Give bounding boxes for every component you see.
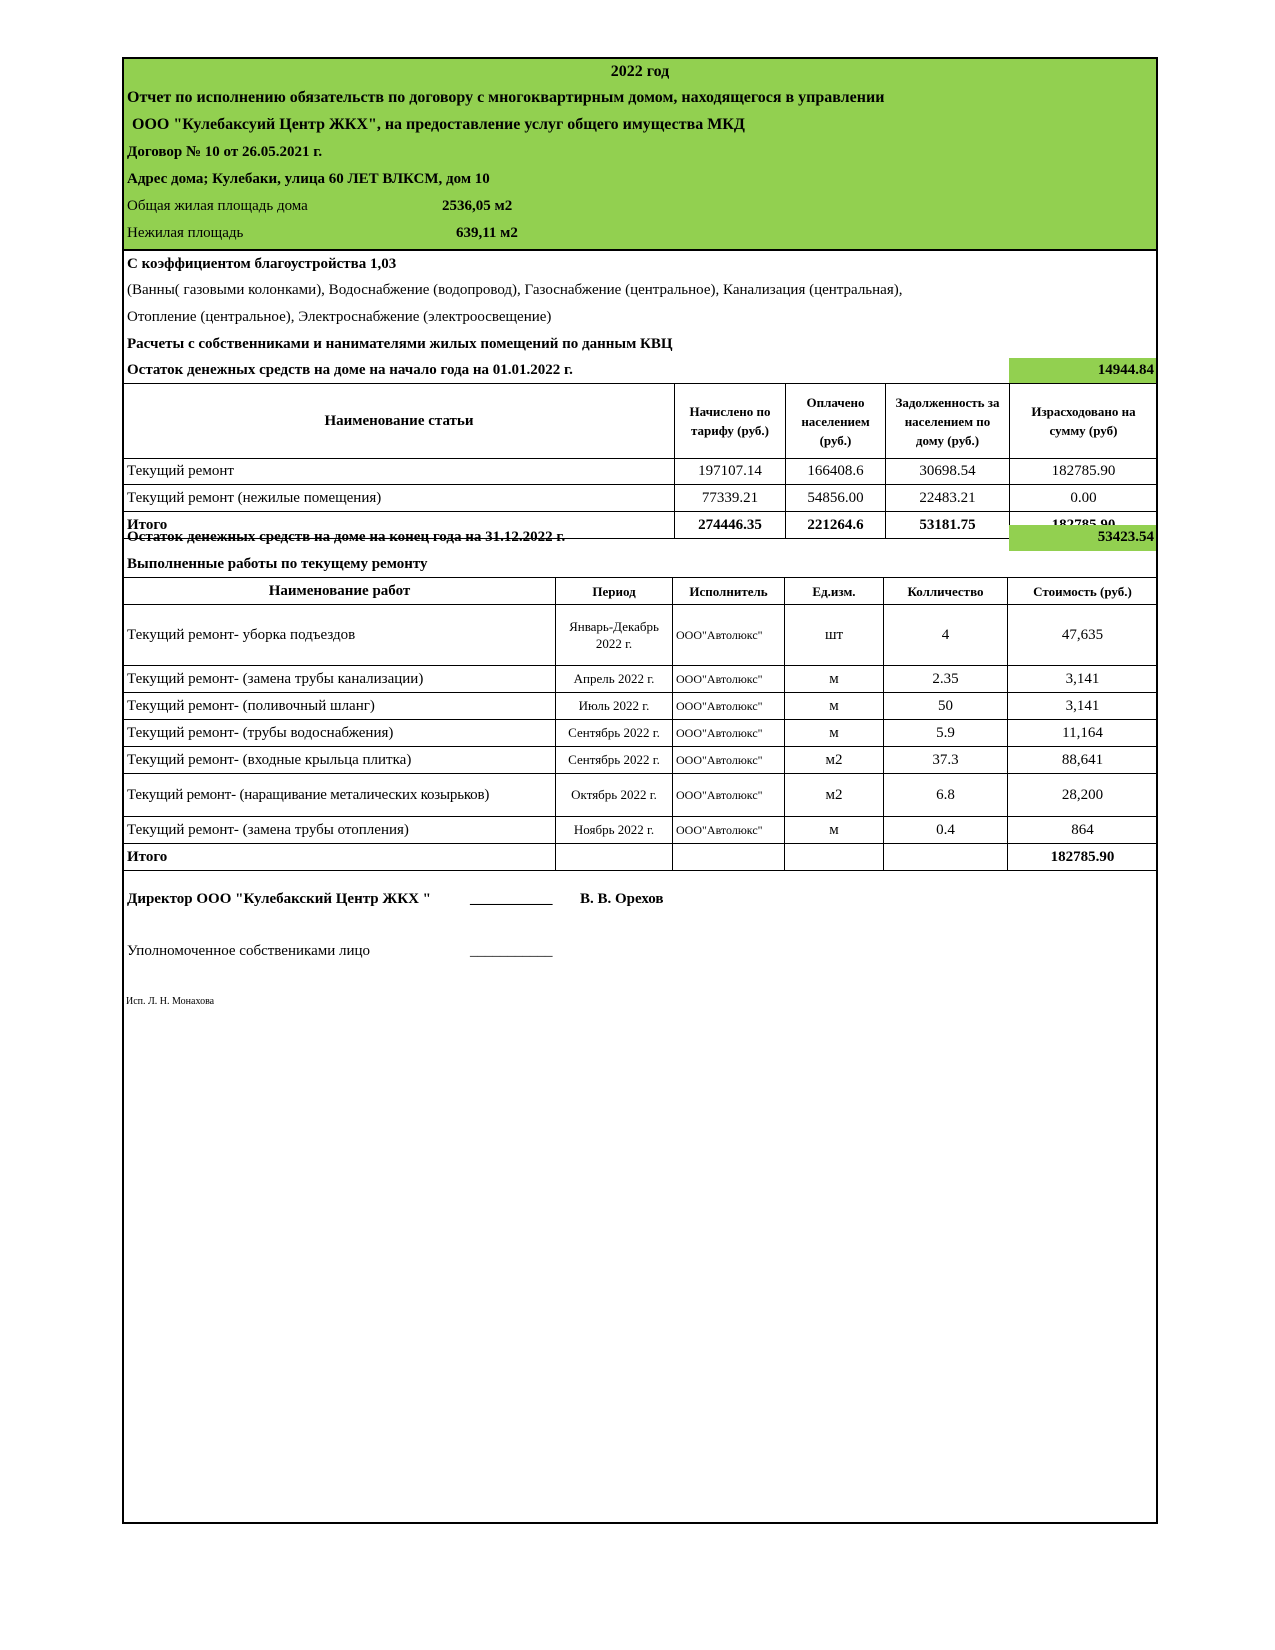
work-cost: 11,164 [1008,720,1158,747]
spent-value: 182785.90 [1010,459,1158,485]
balance-end-value: 53423.54 [1097,529,1154,545]
work-cost: 47,635 [1008,605,1158,666]
contract-info: Договор № 10 от 26.05.2021 г. [127,144,323,160]
balance-end-highlight [1009,525,1156,551]
empty-cell [884,844,1008,871]
work-cost: 864 [1008,817,1158,844]
works-total-label: Итого [124,844,556,871]
work-unit: м [785,720,884,747]
work-unit: шт [785,605,884,666]
col-period: Период [556,578,673,605]
work-name: Текущий ремонт- (замена трубы отопления) [124,817,556,844]
settlements-text: Расчеты с собственниками и нанимателями жилых помещений по данным КВЦ [127,336,673,352]
work-cost: 3,141 [1008,693,1158,720]
work-cost: 3,141 [1008,666,1158,693]
charged-value: 197107.14 [675,459,786,485]
report-header [124,59,1156,251]
work-name: Текущий ремонт- (замена трубы канализации) [124,666,556,693]
empty-cell [785,844,884,871]
balance-start-highlight [1009,358,1156,384]
col-debt: Задолженность за населением по дому (руб.) [886,384,1010,459]
amenities-line1: (Ванны( газовыми колонками), Водоснабжение (водопровод), Газоснабжение (центральное), Канализация (центральная), [127,282,903,298]
paid-value: 166408.6 [786,459,886,485]
paid-value: 54856.00 [786,485,886,512]
total-paid: 221264.6 [786,512,886,539]
work-qty: 5.9 [884,720,1008,747]
director-label: Директор ООО "Кулебакский Центр ЖКХ " [127,891,431,907]
report-year: 2022 год [610,63,670,80]
table-row [124,774,1158,817]
work-cost: 88,641 [1008,747,1158,774]
work-contractor: ООО"Автолюкс" [673,666,785,693]
work-period: Ноябрь 2022 г. [556,817,673,844]
item-name: Текущий ремонт [124,459,675,485]
balance-start-value: 14944.84 [1097,362,1154,378]
works-table [123,577,1158,871]
works-total-cost: 182785.90 [1008,844,1158,871]
work-name: Текущий ремонт- (входные крыльца плитка) [124,747,556,774]
debt-value: 30698.54 [886,459,1010,485]
balance-end-label: Остаток денежных средств на доме на конец года на 31.12.2022 г. [127,529,566,545]
living-area-label: Общая жилая площадь дома [127,198,308,214]
table-row [124,817,1158,844]
nonliving-area-value: 639,11 м2 [456,225,518,241]
work-qty: 0.4 [884,817,1008,844]
work-qty: 6.8 [884,774,1008,817]
col-paid: Оплачено населением (руб.) [786,384,886,459]
work-period: Сентябрь 2022 г. [556,747,673,774]
charged-value: 77339.21 [675,485,786,512]
col-qty: Колличество [884,578,1008,605]
work-contractor: ООО"Автолюкс" [673,774,785,817]
work-period: Сентябрь 2022 г. [556,720,673,747]
total-charged: 274446.35 [675,512,786,539]
total-debt: 53181.75 [886,512,1010,539]
accruals-table [123,383,1158,539]
report-title-line1: Отчет по исполнению обязательств по договору с многоквартирным домом, находящегося в управлении [127,89,885,106]
works-title: Выполненные работы по текущему ремонту [127,556,428,572]
col-cost: Стоимость (руб.) [1008,578,1158,605]
work-period: Октябрь 2022 г. [556,774,673,817]
col-spent: Израсходовано на сумму (руб) [1010,384,1158,459]
works-header-row [124,578,1158,605]
work-qty: 2.35 [884,666,1008,693]
work-name: Текущий ремонт- (поливочный шланг) [124,693,556,720]
debt-value: 22483.21 [886,485,1010,512]
director-signature-line: ___________ [470,891,553,907]
living-area-value: 2536,05 м2 [442,198,513,214]
work-name: Текущий ремонт- (наращивание металических козырьков) [124,774,556,817]
work-contractor: ООО"Автолюкс" [673,720,785,747]
empty-cell [673,844,785,871]
work-unit: м2 [785,747,884,774]
table-row [124,485,1158,512]
nonliving-area-label: Нежилая площадь [127,225,244,241]
work-contractor: ООО"Автолюкс" [673,747,785,774]
work-contractor: ООО"Автолюкс" [673,693,785,720]
table-row [124,605,1158,666]
works-total-row [124,844,1158,871]
owner-rep-signature-line: ___________ [470,943,553,959]
col-charged: Начислено по тарифу (руб.) [675,384,786,459]
work-period: Апрель 2022 г. [556,666,673,693]
spent-value: 0.00 [1010,485,1158,512]
work-qty: 50 [884,693,1008,720]
work-qty: 37.3 [884,747,1008,774]
table-row [124,693,1158,720]
work-cost: 28,200 [1008,774,1158,817]
house-address: Адрес дома; Кулебаки, улица 60 ЛЕТ ВЛКСМ, дом 10 [127,171,490,187]
table-row [124,747,1158,774]
item-name: Текущий ремонт (нежилые помещения) [124,485,675,512]
balance-start-label: Остаток денежных средств на доме на начало года на 01.01.2022 г. [127,362,573,378]
work-name: Текущий ремонт- уборка подъездов [124,605,556,666]
col-contractor: Исполнитель [673,578,785,605]
work-contractor: ООО"Автолюкс" [673,817,785,844]
accruals-header-row [124,384,1158,459]
table-row [124,666,1158,693]
coefficient-text: С коэффициентом благоустройства 1,03 [127,256,397,272]
work-qty: 4 [884,605,1008,666]
work-period: Январь-Декабрь 2022 г. [556,605,673,666]
empty-cell [556,844,673,871]
col-unit: Ед.изм. [785,578,884,605]
work-name: Текущий ремонт- (трубы водоснабжения) [124,720,556,747]
executor-note: Исп. Л. Н. Монахова [126,996,215,1007]
director-name: В. В. Орехов [580,891,664,907]
report-sheet [122,57,1158,1524]
work-unit: м [785,666,884,693]
work-contractor: ООО"Автолюкс" [673,605,785,666]
total-label: Итого [124,512,675,539]
col-item-name: Наименование статьи [124,384,675,459]
report-title-line2: ООО "Кулебаксуий Центр ЖКХ", на предоставление услуг общего имущества МКД [132,116,745,133]
owner-rep-label: Уполномоченное собствениками лицо [127,943,371,959]
work-unit: м2 [785,774,884,817]
table-row [124,720,1158,747]
work-unit: м [785,817,884,844]
work-period: Июль 2022 г. [556,693,673,720]
col-work-name: Наименование работ [124,578,556,605]
amenities-line2: Отопление (центральное), Электроснабжение (электроосвещение) [127,309,552,325]
work-unit: м [785,693,884,720]
table-row [124,459,1158,485]
